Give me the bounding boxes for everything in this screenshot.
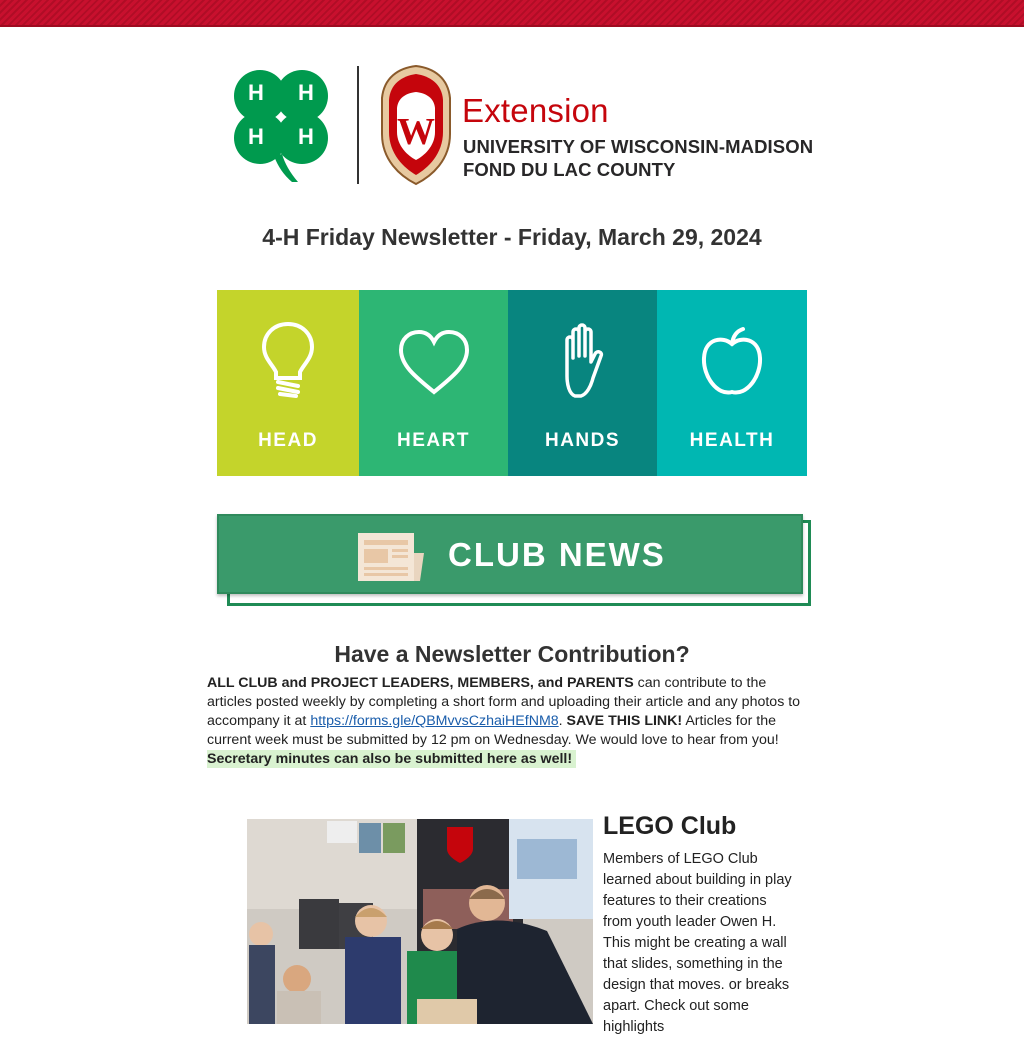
four-h-banner xyxy=(217,290,807,476)
four-h-head-label: HEAD xyxy=(258,430,318,451)
contribution-text-3: Articles for the current week must be submitted by 12 pm on Wednesday. We would love to hear from you! xyxy=(207,713,779,748)
contribution-text-1: can contribute to the articles posted weekly by completing a short form and uploading their article and any photos to accompany it at xyxy=(207,675,801,729)
heart-icon xyxy=(397,328,471,398)
svg-text:W: W xyxy=(397,111,435,153)
secretary-minutes-highlight: Secretary minutes can also be submitted here as well! xyxy=(207,750,576,768)
university-name: UNIVERSITY OF WISCONSIN-MADISON xyxy=(463,136,814,157)
lego-club-photo xyxy=(247,819,593,1024)
contribution-lead: ALL CLUB and PROJECT LEADERS, MEMBERS, and PARENTS xyxy=(207,675,634,691)
lego-photo-illustration xyxy=(247,819,593,1024)
contribution-form-link[interactable]: https://forms.gle/QBMvvsCzhaiHEfNM8 xyxy=(310,713,559,729)
contribution-text-2: . xyxy=(558,713,567,729)
lego-club-body: Members of LEGO Club learned about building in play features to their creations from youth leader Owen H. This might be creating a wall that slides, something in the design that moves. or breaks apart. Check out some highlights xyxy=(603,851,792,1035)
save-link-note: SAVE THIS LINK! xyxy=(566,713,683,729)
svg-text:H: H xyxy=(298,124,314,149)
county-name: FOND DU LAC COUNTY xyxy=(463,159,676,180)
header-logo-block xyxy=(222,62,814,187)
lightbulb-icon xyxy=(258,320,318,400)
four-h-hands-label: HANDS xyxy=(544,430,621,451)
hand-icon xyxy=(557,322,609,400)
club-news-plate xyxy=(217,514,803,594)
contribution-heading: Have a Newsletter Contribution? xyxy=(334,641,690,667)
four-h-heart-label: HEART xyxy=(397,430,470,451)
logo-divider xyxy=(357,66,359,184)
top-red-bar xyxy=(0,0,1024,27)
svg-text:H: H xyxy=(298,80,314,105)
newspaper-icon xyxy=(354,531,426,585)
contribution-paragraph xyxy=(207,674,807,769)
svg-text:H: H xyxy=(248,124,264,149)
extension-wordmark: Extension xyxy=(462,92,609,129)
newsletter-title: 4-H Friday Newsletter - Friday, March 29, 2024 xyxy=(262,224,762,250)
club-news-banner xyxy=(217,514,811,604)
four-h-hands-tile xyxy=(508,290,657,476)
club-news-label: CLUB NEWS xyxy=(448,536,666,573)
svg-text:H: H xyxy=(248,80,264,105)
four-h-health-label: HEALTH xyxy=(689,430,775,451)
four-h-heart-tile xyxy=(359,290,508,476)
apple-icon xyxy=(699,326,765,400)
lego-club-title: LEGO Club xyxy=(603,812,737,840)
uw-crest-logo xyxy=(378,64,454,186)
four-h-health-tile xyxy=(657,290,807,476)
four-h-head-tile xyxy=(217,290,359,476)
4h-clover-logo xyxy=(222,64,340,184)
